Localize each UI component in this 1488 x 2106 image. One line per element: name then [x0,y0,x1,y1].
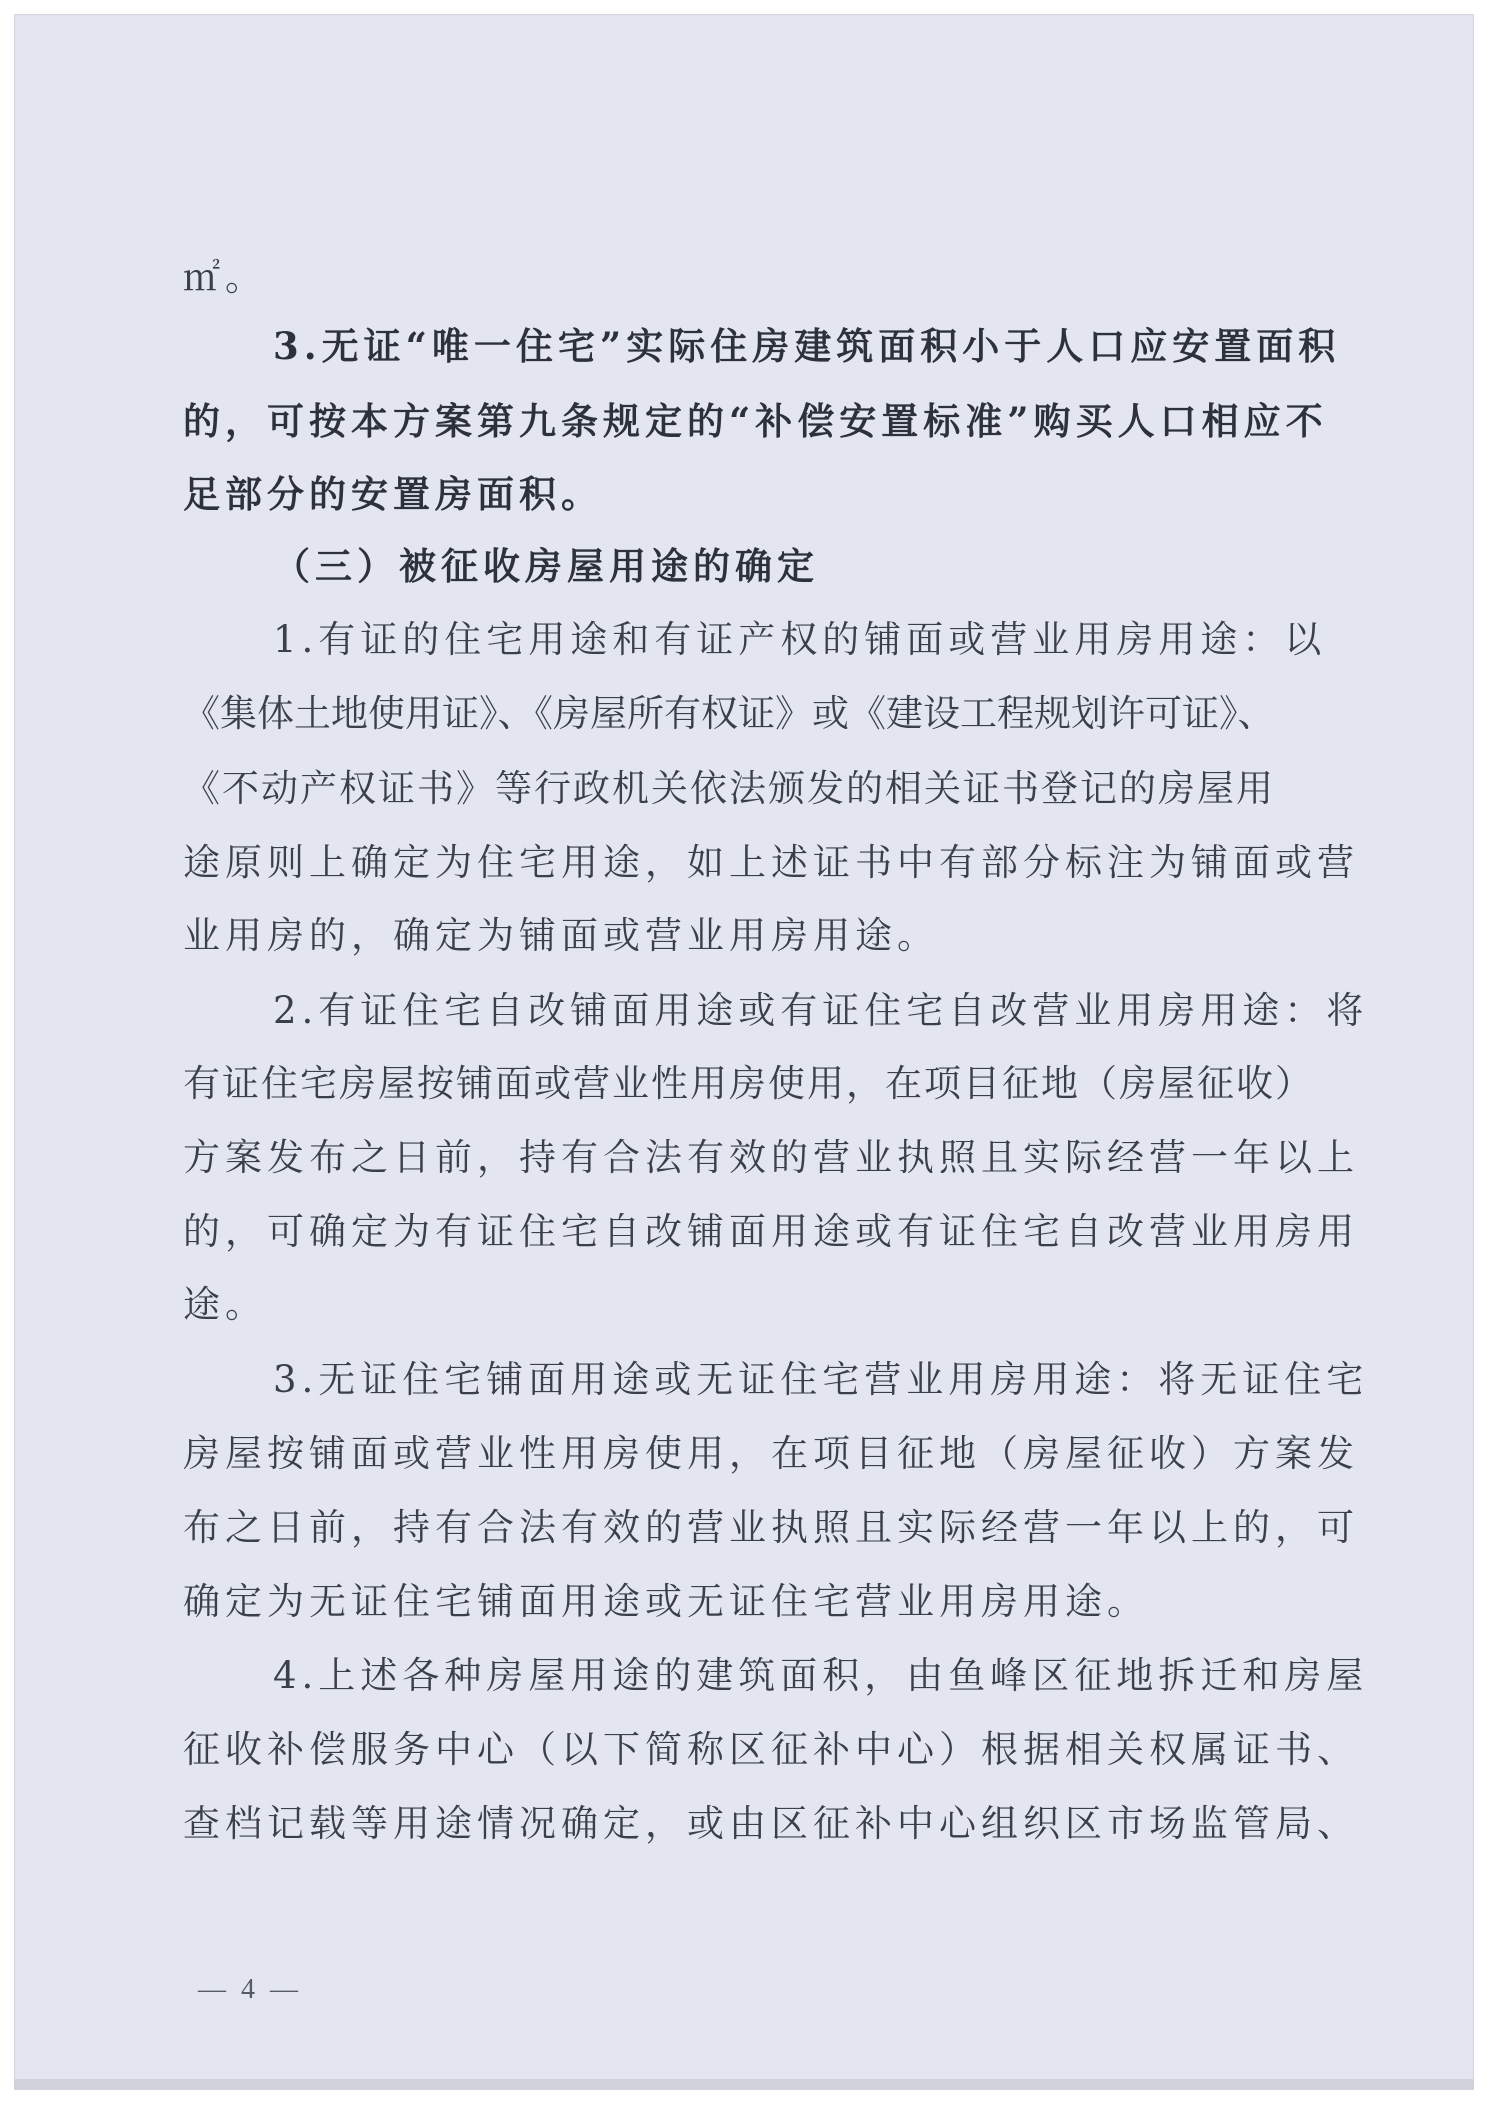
text-line: 有证住宅房屋按铺面或营业性用房使用，在项目征地（房屋征收） [183,1062,1314,1105]
text-line: 《集体土地使用证》、《房屋所有权证》或《建设工程规划许可证》、 [183,692,1275,735]
text-line: 征收补偿服务中心（以下简称区征补中心）根据相关权属证书、 [183,1728,1359,1771]
page-number: — 4 — [198,1974,302,2005]
text-line: 确定为无证住宅铺面用途或无证住宅营业用房用途。 [183,1580,1149,1623]
text-line: 1.有证的住宅用途和有证产权的铺面或营业用房用途：以 [273,618,1327,661]
section-heading: （三）被征收房屋用途的确定 [273,545,819,588]
text-line: 查档记载等用途情况确定，或由区征补中心组织区市场监管局、 [183,1802,1359,1845]
text-line-continuation: ㎡。 [183,256,267,299]
text-line: 《不动产权证书》等行政机关依法颁发的相关证书登记的房屋用 [183,767,1275,810]
text-line: 方案发布之日前，持有合法有效的营业执照且实际经营一年以上 [183,1136,1359,1179]
text-line: 房屋按铺面或营业性用房使用，在项目征地（房屋征收）方案发 [183,1432,1359,1475]
text-line: 途。 [183,1283,267,1326]
text-line: 3.无证住宅铺面用途或无证住宅营业用房用途：将无证住宅 [273,1358,1369,1401]
text-line: 足部分的安置房面积。 [183,472,603,516]
text-line: 的，可按本方案第九条规定的“补偿安置标准”购买人口相应不 [183,399,1328,443]
document-page [14,14,1474,2090]
text-line: 途原则上确定为住宅用途，如上述证书中有部分标注为铺面或营 [183,841,1359,884]
page-bottom-edge [15,2079,1473,2089]
text-line: 3.无证“唯一住宅”实际住房建筑面积小于人口应安置面积 [273,324,1341,368]
text-line: 业用房的，确定为铺面或营业用房用途。 [183,914,939,957]
text-line: 4.上述各种房屋用途的建筑面积，由鱼峰区征地拆迁和房屋 [273,1654,1369,1697]
text-line: 2.有证住宅自改铺面用途或有证住宅自改营业用房用途：将 [273,989,1369,1032]
text-line: 的，可确定为有证住宅自改铺面用途或有证住宅自改营业用房用 [183,1210,1359,1253]
text-line: 布之日前，持有合法有效的营业执照且实际经营一年以上的，可 [183,1506,1359,1549]
